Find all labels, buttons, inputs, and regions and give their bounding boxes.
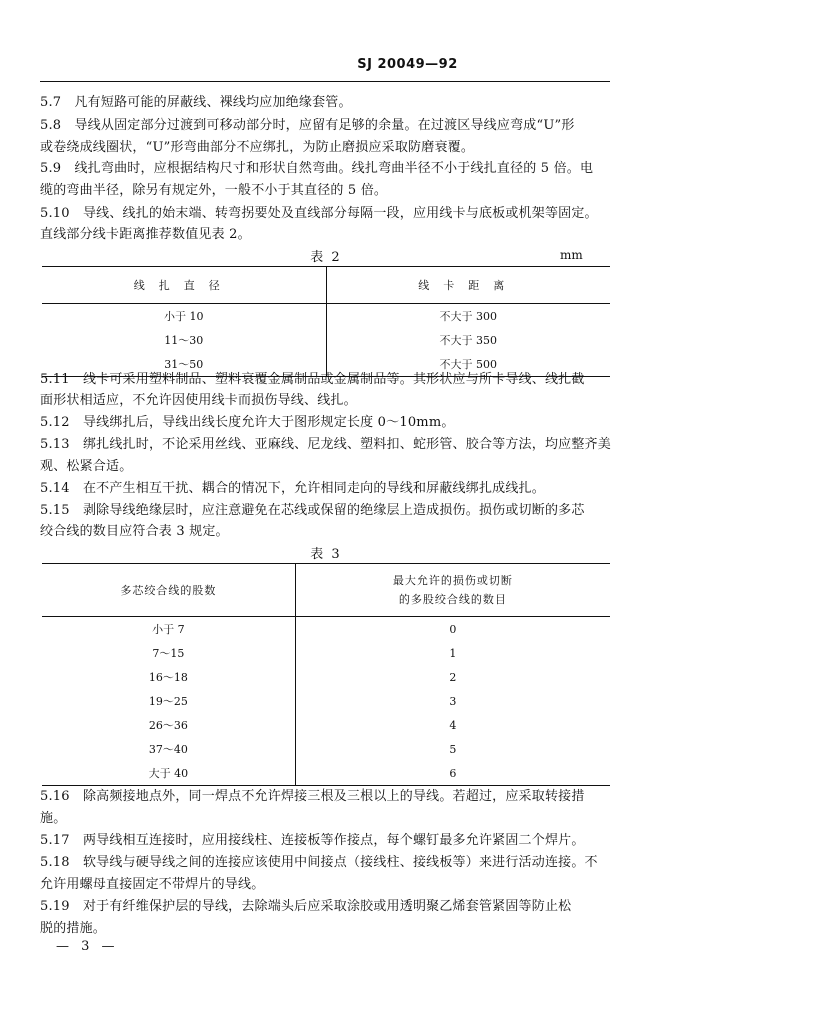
paragraph-line: 5.17 两导线相互连接时，应用接线柱、连接板等作接点，每个螺钉最多允许紧固二个焊片。 (40, 833, 585, 848)
table-cell: 0 (295, 617, 610, 642)
table-cell: 小于 7 (152, 623, 185, 636)
table3-caption: 表 3 (310, 547, 342, 562)
document-header: SJ 20049—92 (357, 57, 458, 72)
table-cell: 7～15 (152, 647, 185, 660)
table-cell: 不大于 350 (326, 328, 610, 352)
paragraph-line: 允许用螺母直接固定不带焊片的导线。 (40, 877, 265, 892)
paragraph-line: 5.16 除高频接地点外，同一焊点不允许焊接三根及三根以上的导线。若超过，应采取转接措 (40, 789, 585, 804)
paragraph-line: 面形状相适应，不允许因使用线卡而损伤导线、线扎。 (40, 393, 357, 408)
paragraph-line: 5.13 绑扎线扎时，不论采用丝线、亚麻线、尼龙线、塑料扣、蛇形管、胶合等方法，均应整齐美 (40, 437, 611, 452)
paragraph-line: 5.19 对于有纤维保护层的导线，去除端头后应采取涂胶或用透明聚乙烯套管紧固等防止松 (40, 899, 572, 914)
paragraph-line: 5.7 凡有短路可能的屏蔽线、裸线均应加绝缘套管。 (40, 95, 352, 110)
table-cell: 2 (295, 665, 610, 689)
paragraph-line: 脱的措施。 (40, 921, 107, 936)
table-cell: 37～40 (148, 743, 188, 756)
paragraph-line: 5.8 导线从固定部分过渡到可移动部分时，应留有足够的余量。在过渡区导线应弯成“U”形 (40, 118, 575, 133)
table3-header-strand-count: 多芯绞合线的股数 (42, 564, 295, 617)
table-cell: 3 (295, 689, 610, 713)
table-cell: 小于 10 (164, 310, 204, 323)
table-cell: 19～25 (148, 695, 188, 708)
table-cell: 不大于 500 (326, 352, 610, 377)
paragraph-line: 施。 (40, 811, 67, 826)
header-rule (40, 81, 610, 82)
table2-unit: mm (560, 248, 583, 262)
table-cell: 1 (295, 641, 610, 665)
paragraph-line: 缆的弯曲半径，除另有规定外，一般不小于其直径的 5 倍。 (40, 183, 388, 198)
table-cell: 6 (295, 761, 610, 786)
page-number: — 3 — (56, 939, 119, 954)
table-cell: 不大于 300 (326, 304, 610, 329)
paragraph-line: 绞合线的数目应符合表 3 规定。 (40, 524, 229, 539)
table-row (42, 617, 610, 642)
table2-caption: 表 2 (310, 250, 342, 265)
paragraph-line: 或卷绕成线圈状，“U”形弯曲部分不应绑扎，为防止磨损应采取防磨衰覆。 (40, 140, 475, 155)
table-cell: 大于 40 (42, 761, 295, 786)
table-row (42, 328, 610, 352)
table-row (42, 737, 610, 761)
paragraph-line: 5.15 剥除导线绝缘层时，应注意避免在芯线或保留的绝缘层上造成损伤。损伤或切断的多芯 (40, 503, 585, 518)
table-row (42, 713, 610, 737)
table-cell: 16～18 (148, 671, 188, 684)
paragraph-line: 5.10 导线、线扎的始末端、转弯拐要处及直线部分每隔一段，应用线卡与底板或机架等固定。 (40, 206, 598, 221)
table3 (42, 563, 610, 786)
paragraph-line: 5.9 线扎弯曲时，应根据结构尺寸和形状自然弯曲。线扎弯曲半径不小于线扎直径的 5 倍。电 (40, 161, 594, 176)
table-cell: 31～50 (42, 352, 326, 377)
table-cell: 26～36 (148, 719, 188, 732)
table-row (42, 641, 610, 665)
paragraph-line: 直线部分线卡距离推荐数值见表 2。 (40, 227, 251, 242)
table2-header-clamp-distance: 线卡距离 (326, 267, 610, 304)
table-row (42, 665, 610, 689)
table-row (42, 689, 610, 713)
paragraph-line: 观、松紧合适。 (40, 459, 133, 474)
table-row (42, 304, 610, 329)
paragraph-line: 5.14 在不产生相互干扰、耦合的情况下，允许相同走向的导线和屏蔽线绑扎成线扎。 (40, 481, 545, 496)
table3-header-max-damaged-line2: 的多股绞合线的数目 (398, 593, 507, 606)
table2 (42, 266, 610, 377)
table-cell: 11～30 (164, 334, 204, 347)
table-row (42, 761, 610, 786)
table-cell: 4 (295, 713, 610, 737)
table3-header-max-damaged-line1: 最大允许的损伤或切断 (392, 574, 513, 587)
paragraph-line: 5.11 线卡可采用塑料制品、塑料衰覆金属制品或金属制品等。其形状应与所卡导线、线扎截 (40, 372, 585, 387)
table3-header-max-damaged (295, 564, 610, 617)
table2-header-diameter: 线扎直径 (42, 267, 326, 304)
table-cell: 5 (295, 737, 610, 761)
paragraph-line: 5.12 导线绑扎后，导线出线长度允许大于图形规定长度 0～10mm。 (40, 415, 455, 430)
paragraph-line: 5.18 软导线与硬导线之间的连接应该使用中间接点（接线柱、接线板等）来进行活动连接。不 (40, 855, 598, 870)
